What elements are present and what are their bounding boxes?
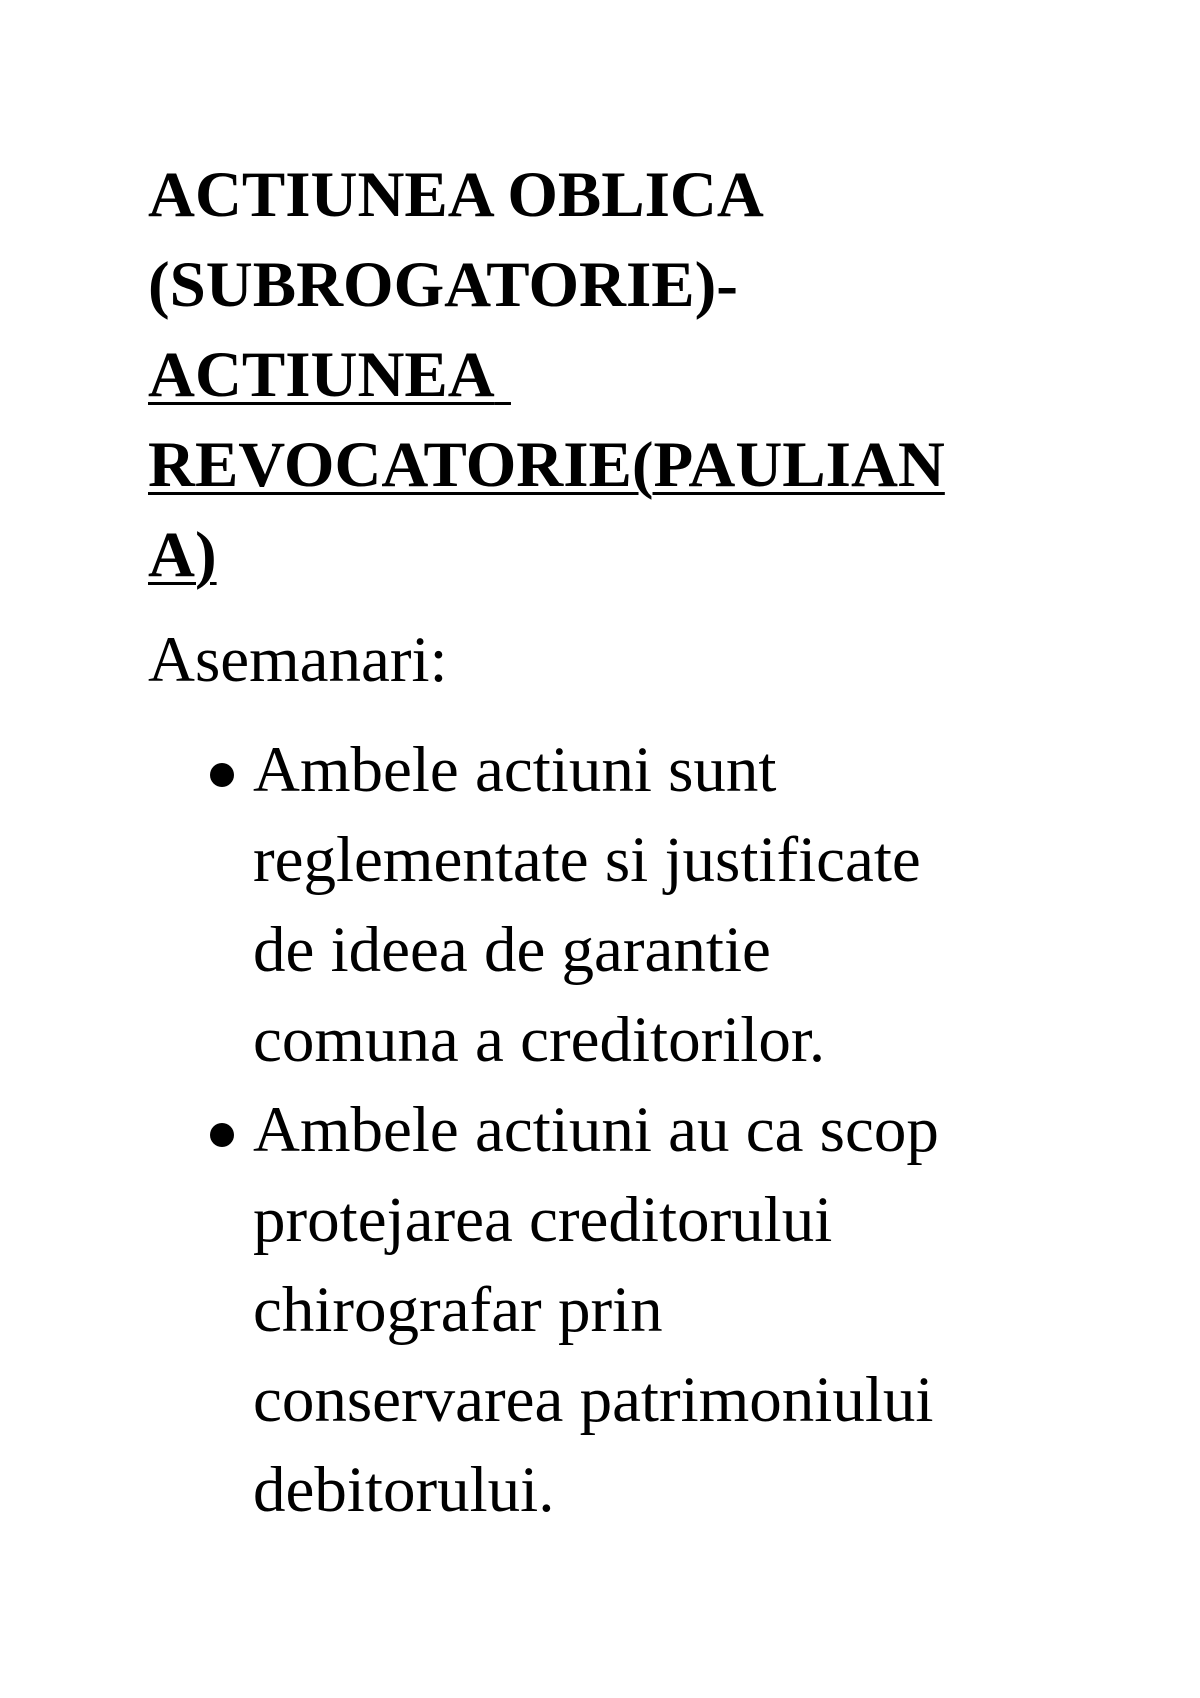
list-item [205, 725, 1105, 1085]
bullet-icon [210, 1123, 234, 1147]
bullet-line: chirografar prin [253, 1274, 663, 1346]
bullet-line: Ambele actiuni sunt [253, 734, 777, 806]
bullet-line: comuna a creditorilor. [253, 1004, 826, 1076]
page-title [148, 150, 1078, 600]
title-underlined-text: REVOCATORIE(PAULIAN [148, 429, 945, 501]
list-item [205, 1085, 1105, 1535]
title-line [148, 510, 1078, 600]
bullet-line: conservarea patrimoniului [253, 1364, 934, 1436]
title-underscore [495, 339, 511, 411]
bullet-icon [210, 763, 234, 787]
title-underlined-text: A) [148, 519, 217, 591]
title-line [148, 330, 1078, 420]
section-label: Asemanari: [148, 624, 448, 696]
title-line: ACTIUNEA OBLICA [148, 159, 764, 231]
bullet-line: debitorului. [253, 1454, 555, 1526]
bullet-line: Ambele actiuni au ca scop [253, 1094, 939, 1166]
bullet-text [253, 725, 1105, 1085]
bullet-line: reglementate si justificate [253, 824, 921, 896]
bullet-line: protejarea creditorului [253, 1184, 833, 1256]
bullet-line: de ideea de garantie [253, 914, 771, 986]
bullet-text [253, 1085, 1105, 1535]
title-line [148, 420, 1078, 510]
title-underlined-text: ACTIUNEA [148, 339, 495, 411]
title-line: (SUBROGATORIE)- [148, 249, 738, 321]
bullet-list [205, 725, 1105, 1535]
